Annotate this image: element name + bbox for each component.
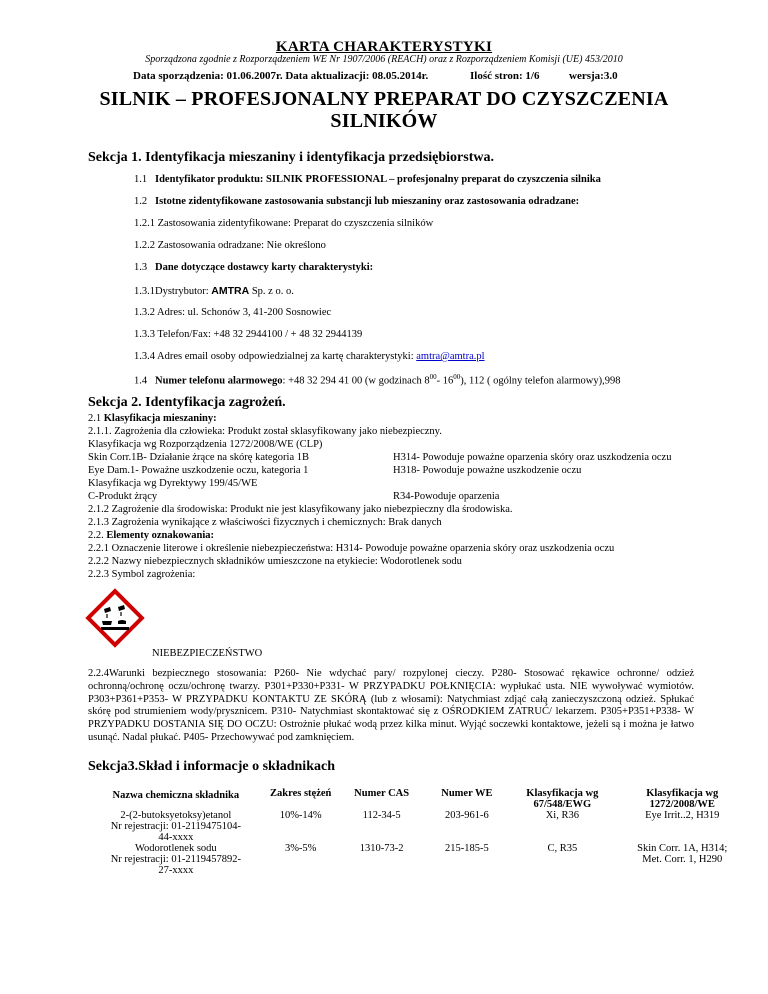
col-header-conc: Zakres stężeń xyxy=(270,788,332,799)
composition-table xyxy=(87,788,747,876)
item-1-4: 1.4 Numer telefonu alarmowego: +48 32 294 41 00 (w godzinach $8^{00}-$ $16^{00}$), 112 ( ogólny telefon alarmowy),998 xyxy=(134,373,621,387)
cell-we: 203-961-6 xyxy=(444,810,489,821)
cell-class67: C, R35 xyxy=(547,843,578,854)
dsd-classification: Klasyfikacja wg Dyrektywy 199/45/WE xyxy=(88,478,258,489)
item-2-1-1: 2.1.1. Zagrożenia dla człowieka: Produkt został sklasyfikowany jako niebezpieczny. xyxy=(88,426,442,437)
section2-heading: Sekcja 2. Identyfikacja zagrożeń. xyxy=(88,395,286,410)
page-count: Ilość stron: 1/6 xyxy=(470,70,540,82)
item-2-1: 2.1 Klasyfikacja mieszaniny: xyxy=(88,413,217,424)
item-1-3: 1.3 Dane dotyczące dostawcy karty charakterystyki: xyxy=(134,262,374,273)
item-1-3-3: 1.3.3 Telefon/Fax: +48 32 2944100 / + 48 32 2944139 xyxy=(134,329,363,340)
item-1-2-2: 1.2.2 Zastosowania odradzane: Nie określono xyxy=(134,240,326,251)
regulation-subtitle: Sporządzona zgodnie z Rozporządzeniem WE Nr 1907/2006 (REACH) oraz z Rozporządzeniem Komisji (UE) 453/2010 xyxy=(145,54,623,65)
item-2-1-3: 2.1.3 Zagrożenia wynikające z właściwości fizycznych i chemicznych: Brak danych xyxy=(88,517,442,528)
document-title: KARTA CHARAKTERYSTYKI xyxy=(275,39,493,55)
item-1-3-4: 1.3.4 Adres email osoby odpowiedzialnej za kartę charakterystyki: amtra@amtra.pl xyxy=(134,351,485,362)
table-row xyxy=(87,843,747,876)
eye-dam-class: Eye Dam.1- Poważne uszkodzenie oczu, kategoria 1 xyxy=(88,465,309,476)
cell-class1272: Skin Corr. 1A, H314; Met. Corr. 1, H290 xyxy=(637,843,728,865)
section1-heading: Sekcja 1. Identyfikacja mieszaniny i identyfikacja przedsiębiorstwa. xyxy=(88,150,494,165)
item-1-1: 1.1 Identyfikator produktu: SILNIK PROFESSIONAL – profesjonalny preparat do czyszczenia silnika xyxy=(134,174,601,185)
item-1-3-1: 1.3.1Dystrybutor: AMTRA Sp. z o. o. xyxy=(134,285,294,297)
skin-corr-class: Skin Corr.1B- Działanie żrące na skórę kategoria 1B xyxy=(88,452,310,463)
cell-name: 2-(2-butoksyetoksy)etanol Nr rejestracji: 01-2119475104- 44-xxxx xyxy=(110,810,241,843)
section3-heading: Sekcja3.Skład i informacje o składnikach xyxy=(88,759,335,774)
distributor-brand: AMTRA xyxy=(211,285,250,297)
signal-word: NIEBEZPIECZEŃSTWO xyxy=(152,648,263,659)
item-2-1-2: 2.1.2 Zagrożenie dla środowiska: Produkt nie jest klasyfikowany jako niebezpieczny dla środowiska. xyxy=(88,504,513,515)
item-2-2-3: 2.2.3 Symbol zagrożenia: xyxy=(88,569,196,580)
item-2-2-2: 2.2.2 Nazwy niebezpiecznych składników umieszczone na etykiecie: Wodorotlenek sodu xyxy=(88,556,462,567)
r34-statement: R34-Powoduje oparzenia xyxy=(393,491,500,502)
col-header-cas: Numer CAS xyxy=(354,788,410,799)
h314-statement: H314- Powoduje poważne oparzenia skóry oraz uszkodzenia oczu xyxy=(393,452,672,463)
c-class: C-Produkt żrący xyxy=(88,491,158,502)
corrosion-hazard-icon xyxy=(84,587,146,649)
item-2-2-1: 2.2.1 Oznaczenie literowe i określenie niebezpieczeństwa: H314- Powoduje poważne oparzenia skóry oraz uszkodzenia oczu xyxy=(88,543,615,554)
cell-class67: Xi, R36 xyxy=(545,810,579,821)
item-1-3-2: 1.3.2 Adres: ul. Schonów 3, 41-200 Sosnowiec xyxy=(134,307,332,318)
product-title-line2: SILNIKÓW xyxy=(330,110,438,132)
clp-classification: Klasyfikacja wg Rozporządzenia 1272/2008/WE (CLP) xyxy=(88,439,323,450)
cell-conc: 3%-5% xyxy=(284,843,317,854)
email-link[interactable]: amtra@amtra.pl xyxy=(416,351,485,362)
col-header-name: Nazwa chemiczna składnika xyxy=(112,790,240,801)
item-2-2-4-precautions: 2.2.4Warunki bezpiecznego stosowania: P260- Nie wdychać pary/ rozpylonej cieczy. P280- Stosować rękawice ochronne/ odzież ochronną/ochronę oczu/ochronę twarzy. P301+P330+P331- W PRZYPADKU POŁKNIĘCIA: wypłukać usta. NIE wywoływać wymiotów. P303+P361+P353- W PRZYPADKU KONTAKTU ZE SKÓRĄ (lub z włosami): Natychmiast zdjąć całą zanieczyszczoną odzież. Spłukać skórę pod strumieniem wody/prysznicem. P310- Natychmiast skontaktować się z OŚRODKIEM ZATRUĆ/ lekarzem. P305+P351+P338- W PRZYPADKU DOSTANIA SIĘ DO OCZU: Ostrożnie płukać wodą przez kilka minut. Wyjąć soczewki kontaktowe, jeżeli są i można je łatwo usunąć. Nadal płukać. P405- Przechowywać pod zamknięciem. xyxy=(88,668,694,743)
item-2-2: 2.2. Elementy oznakowania: xyxy=(88,530,214,541)
cell-cas: 1310-73-2 xyxy=(359,843,404,854)
cell-cas: 112-34-5 xyxy=(362,810,401,821)
document-dates: Data sporządzenia: 01.06.2007r. Data aktualizacji: 08.05.2014r. xyxy=(133,70,429,82)
item-1-2: 1.2 Istotne zidentyfikowane zastosowania substancji lub mieszaniny oraz zastosowania odradzane: xyxy=(134,196,580,207)
product-title-line1: SILNIK – PROFESJONALNY PREPARAT DO CZYSZCZENIA xyxy=(99,88,669,110)
cell-we: 215-185-5 xyxy=(444,843,489,854)
table-row xyxy=(87,810,747,843)
version-label: wersja:3.0 xyxy=(569,70,618,82)
item-1-2-1: 1.2.1 Zastosowania zidentyfikowane: Preparat do czyszczenia silników xyxy=(134,218,434,229)
cell-name: Wodorotlenek sodu Nr rejestracji: 01-2119457892- 27-xxxx xyxy=(110,843,241,876)
col-header-class67: Klasyfikacja wg 67/548/EWG xyxy=(526,788,599,810)
col-header-we: Numer WE xyxy=(441,788,493,799)
h318-statement: H318- Powoduje poważne uszkodzenie oczu xyxy=(393,465,582,476)
cell-conc: 10%-14% xyxy=(279,810,322,821)
col-header-class1272: Klasyfikacja wg 1272/2008/WE xyxy=(646,788,719,810)
cell-class1272: Eye Irrit..2, H319 xyxy=(645,810,720,821)
